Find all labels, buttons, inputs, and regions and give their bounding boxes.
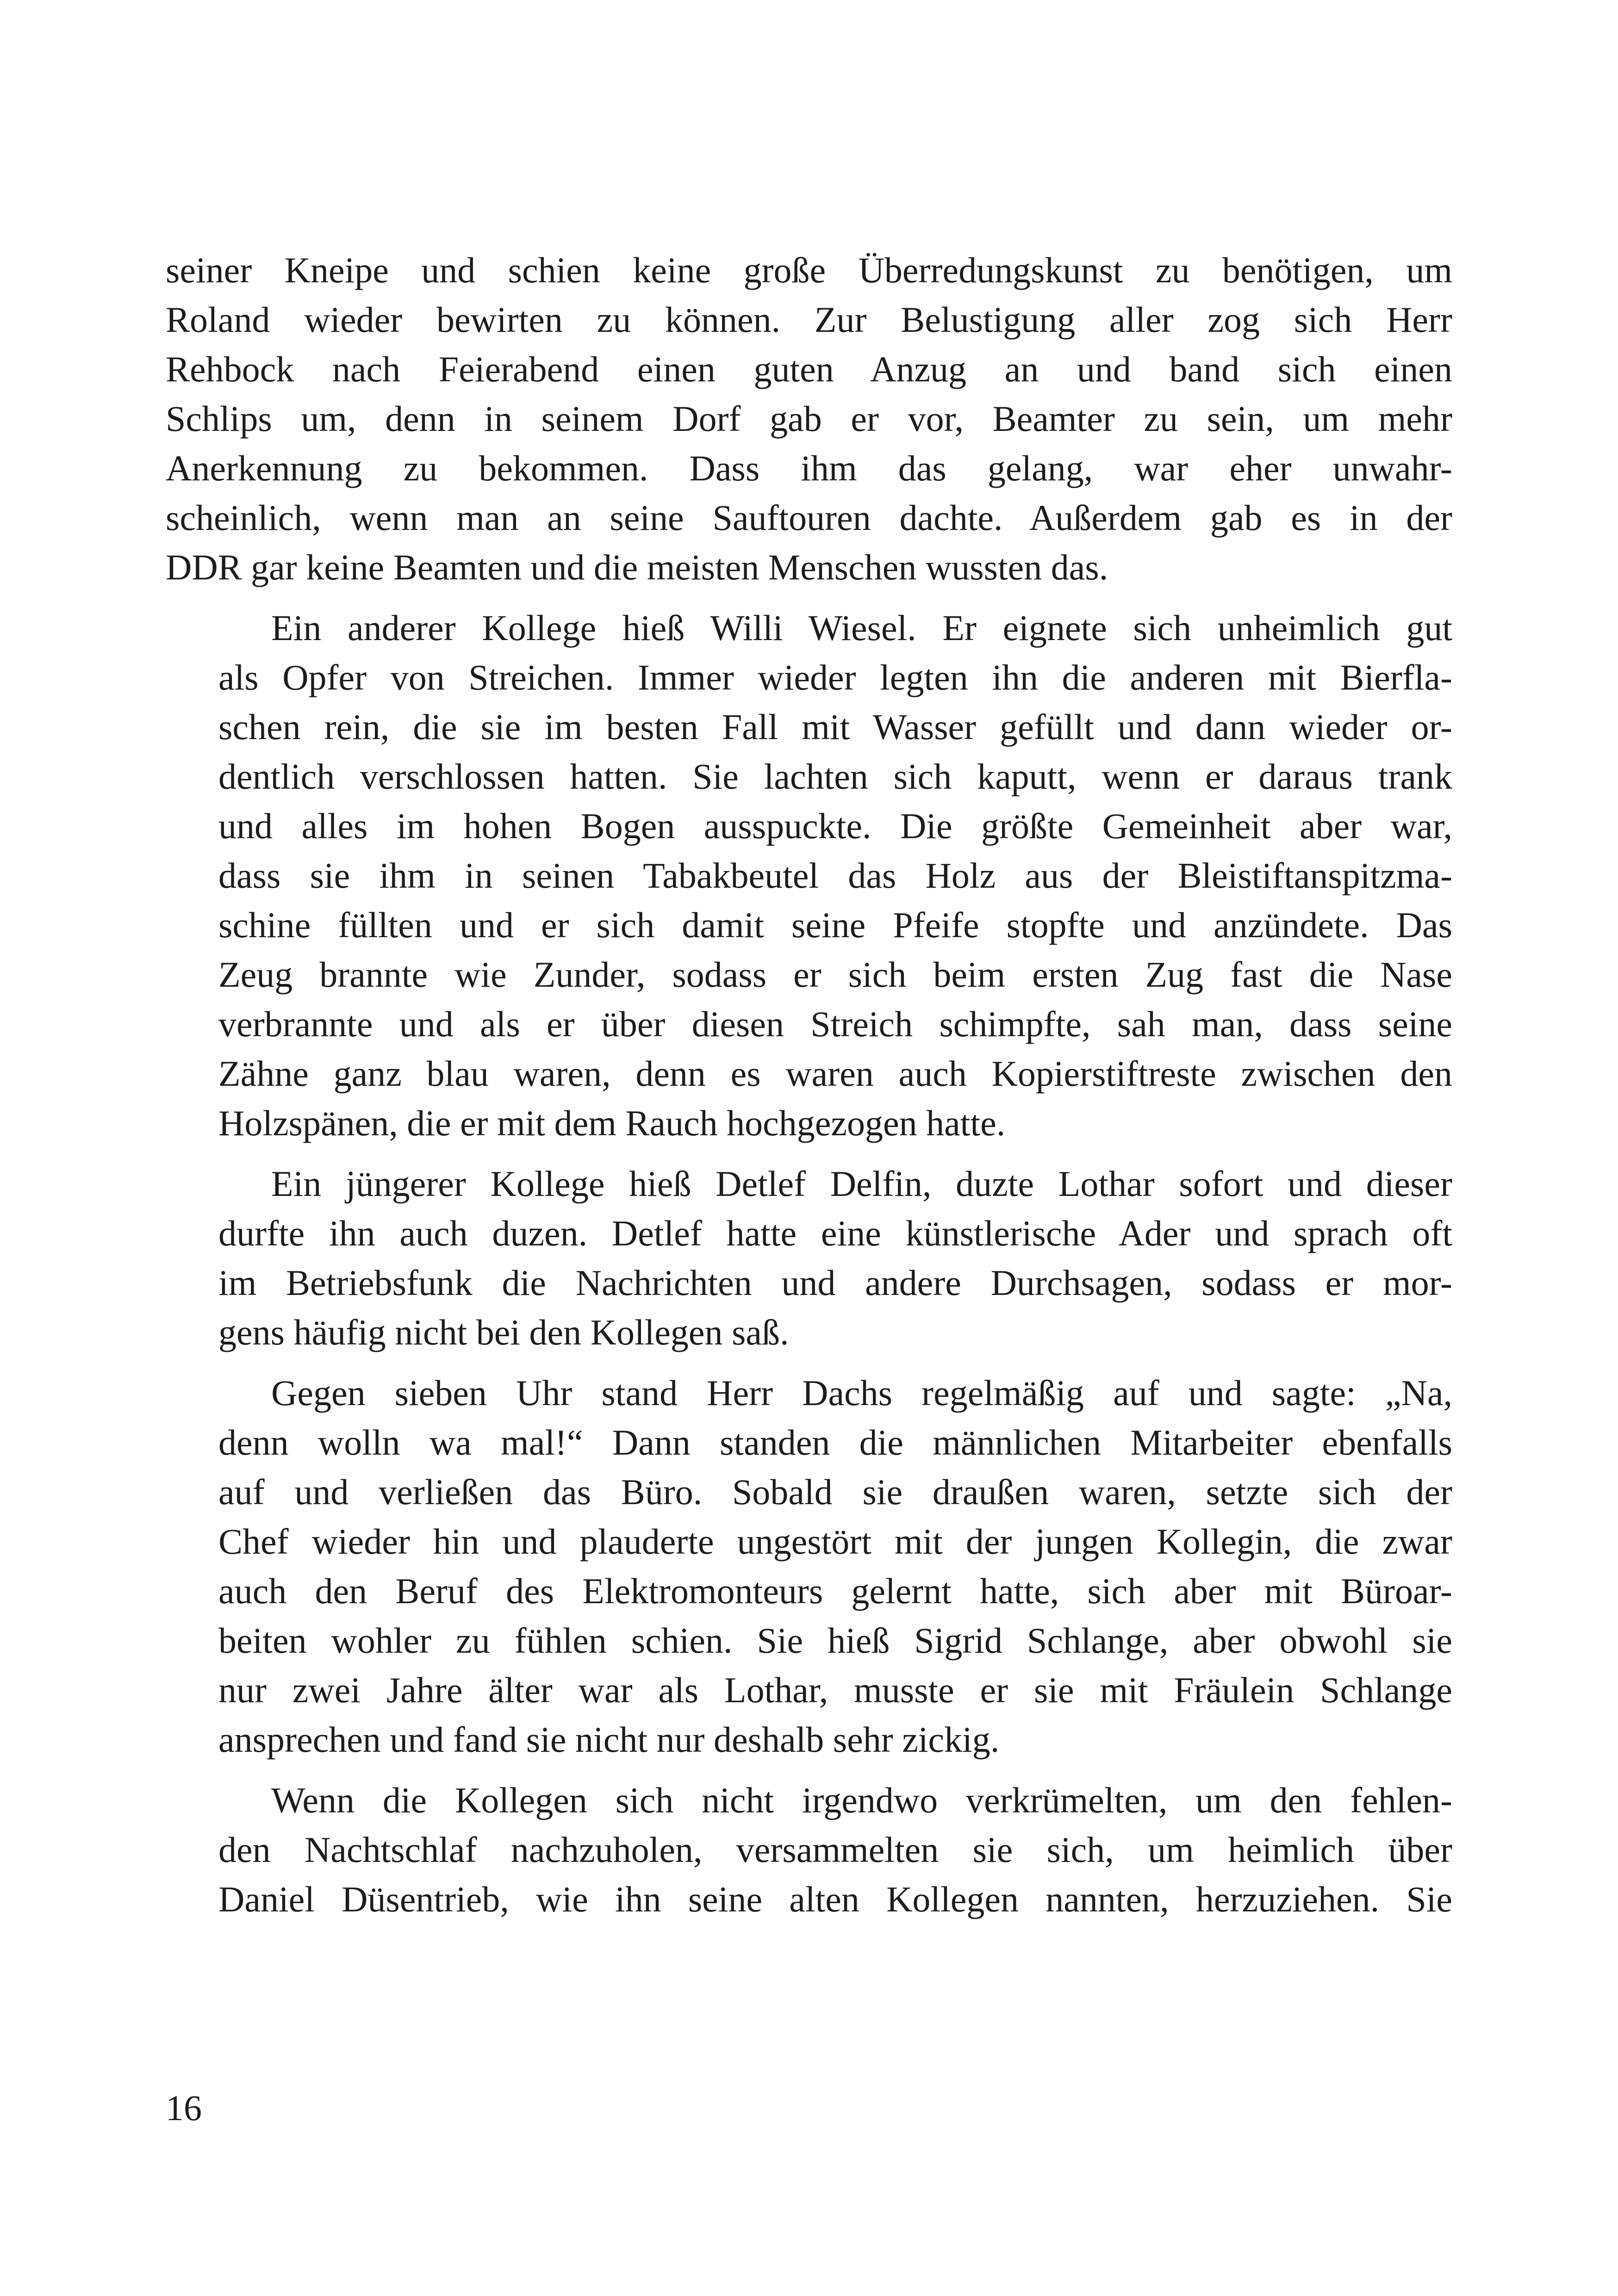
text-line: auch den Beruf des Elektromonteurs gelernt hatte, sich aber mit Büroar- — [218, 1571, 1452, 1611]
text-line: gens häufig nicht bei den Kollegen saß. — [218, 1312, 789, 1352]
text-line: Ein anderer Kollege hieß Willi Wiesel. Er eignete sich unheimlich gut — [271, 608, 1452, 648]
text-line: seiner Kneipe und schien keine große Überredungskunst zu benötigen, um — [166, 250, 1452, 290]
text-line: und alles im hohen Bogen ausspuckte. Die größte Gemeinheit aber war, — [218, 806, 1452, 846]
text-line: verbrannte und als er über diesen Streich schimpfte, sah man, dass seine — [218, 1004, 1452, 1044]
text-line: schen rein, die sie im besten Fall mit Wasser gefüllt und dann wieder or- — [218, 707, 1452, 747]
text-line: ansprechen und fand sie nicht nur deshalb sehr zickig. — [218, 1719, 1000, 1760]
paragraph — [166, 245, 1452, 592]
paragraph — [166, 1368, 1452, 1764]
page-number: 16 — [166, 2088, 202, 2128]
text-line: Daniel Düsentrieb, wie ihn seine alten Kollegen nannten, herzuziehen. Sie — [218, 1879, 1452, 1919]
text-line: Gegen sieben Uhr stand Herr Dachs regelmäßig auf und sagte: „Na, — [271, 1373, 1452, 1413]
paragraph — [166, 1775, 1452, 1924]
text-line: den Nachtschlaf nachzuholen, versammelten sie sich, um heimlich über — [218, 1829, 1452, 1870]
text-line: Ein jüngerer Kollege hieß Detlef Delfin, duzte Lothar sofort und dieser — [271, 1164, 1452, 1204]
text-line: Schlips um, denn in seinem Dorf gab er vor, Beamter zu sein, um mehr — [166, 398, 1452, 439]
text-line: Rehbock nach Feierabend einen guten Anzug an und band sich einen — [166, 349, 1452, 389]
text-line: als Opfer von Streichen. Immer wieder legten ihn die anderen mit Bierfla- — [218, 657, 1452, 697]
text-line: schine füllten und er sich damit seine Pfeife stopfte und anzündete. Das — [218, 905, 1452, 945]
text-line: beiten wohler zu fühlen schien. Sie hieß Sigrid Schlange, aber obwohl sie — [218, 1620, 1452, 1661]
text-line: auf und verließen das Büro. Sobald sie draußen waren, setzte sich der — [218, 1472, 1452, 1512]
text-line: dentlich verschlossen hatten. Sie lachten sich kaputt, wenn er daraus trank — [218, 756, 1452, 796]
text-line: DDR gar keine Beamten und die meisten Menschen wussten das. — [166, 547, 1108, 587]
text-line: nur zwei Jahre älter war als Lothar, musste er sie mit Fräulein Schlange — [218, 1670, 1452, 1710]
text-line: Zeug brannte wie Zunder, sodass er sich beim ersten Zug fast die Nase — [218, 954, 1452, 995]
text-line: Zähne ganz blau waren, denn es waren auch Kopierstiftreste zwischen den — [218, 1053, 1452, 1094]
body-text — [166, 245, 1452, 1935]
text-line: Anerkennung zu bekommen. Dass ihm das gelang, war eher unwahr- — [166, 448, 1452, 488]
text-line: Chef wieder hin und plauderte ungestört mit der jungen Kollegin, die zwar — [218, 1521, 1452, 1562]
text-line: scheinlich, wenn man an seine Sauftouren dachte. Außerdem gab es in der — [166, 498, 1452, 538]
text-line: im Betriebsfunk die Nachrichten und andere Durchsagen, sodass er mor- — [218, 1263, 1452, 1303]
text-line: Wenn die Kollegen sich nicht irgendwo verkrümelten, um den fehlen- — [271, 1780, 1452, 1820]
text-line: Holzspänen, die er mit dem Rauch hochgezogen hatte. — [218, 1103, 1006, 1143]
text-line: dass sie ihm in seinen Tabakbeutel das Holz aus der Bleistiftanspitzma- — [218, 855, 1452, 896]
text-line: durfte ihn auch duzen. Detlef hatte eine künstlerische Ader und sprach oft — [218, 1213, 1452, 1253]
paragraph — [166, 1159, 1452, 1357]
text-line: denn wolln wa mal!“ Dann standen die männlichen Mitarbeiter ebenfalls — [218, 1422, 1452, 1462]
text-line: Roland wieder bewirten zu können. Zur Belustigung aller zog sich Herr — [166, 299, 1452, 340]
paragraph — [166, 603, 1452, 1148]
